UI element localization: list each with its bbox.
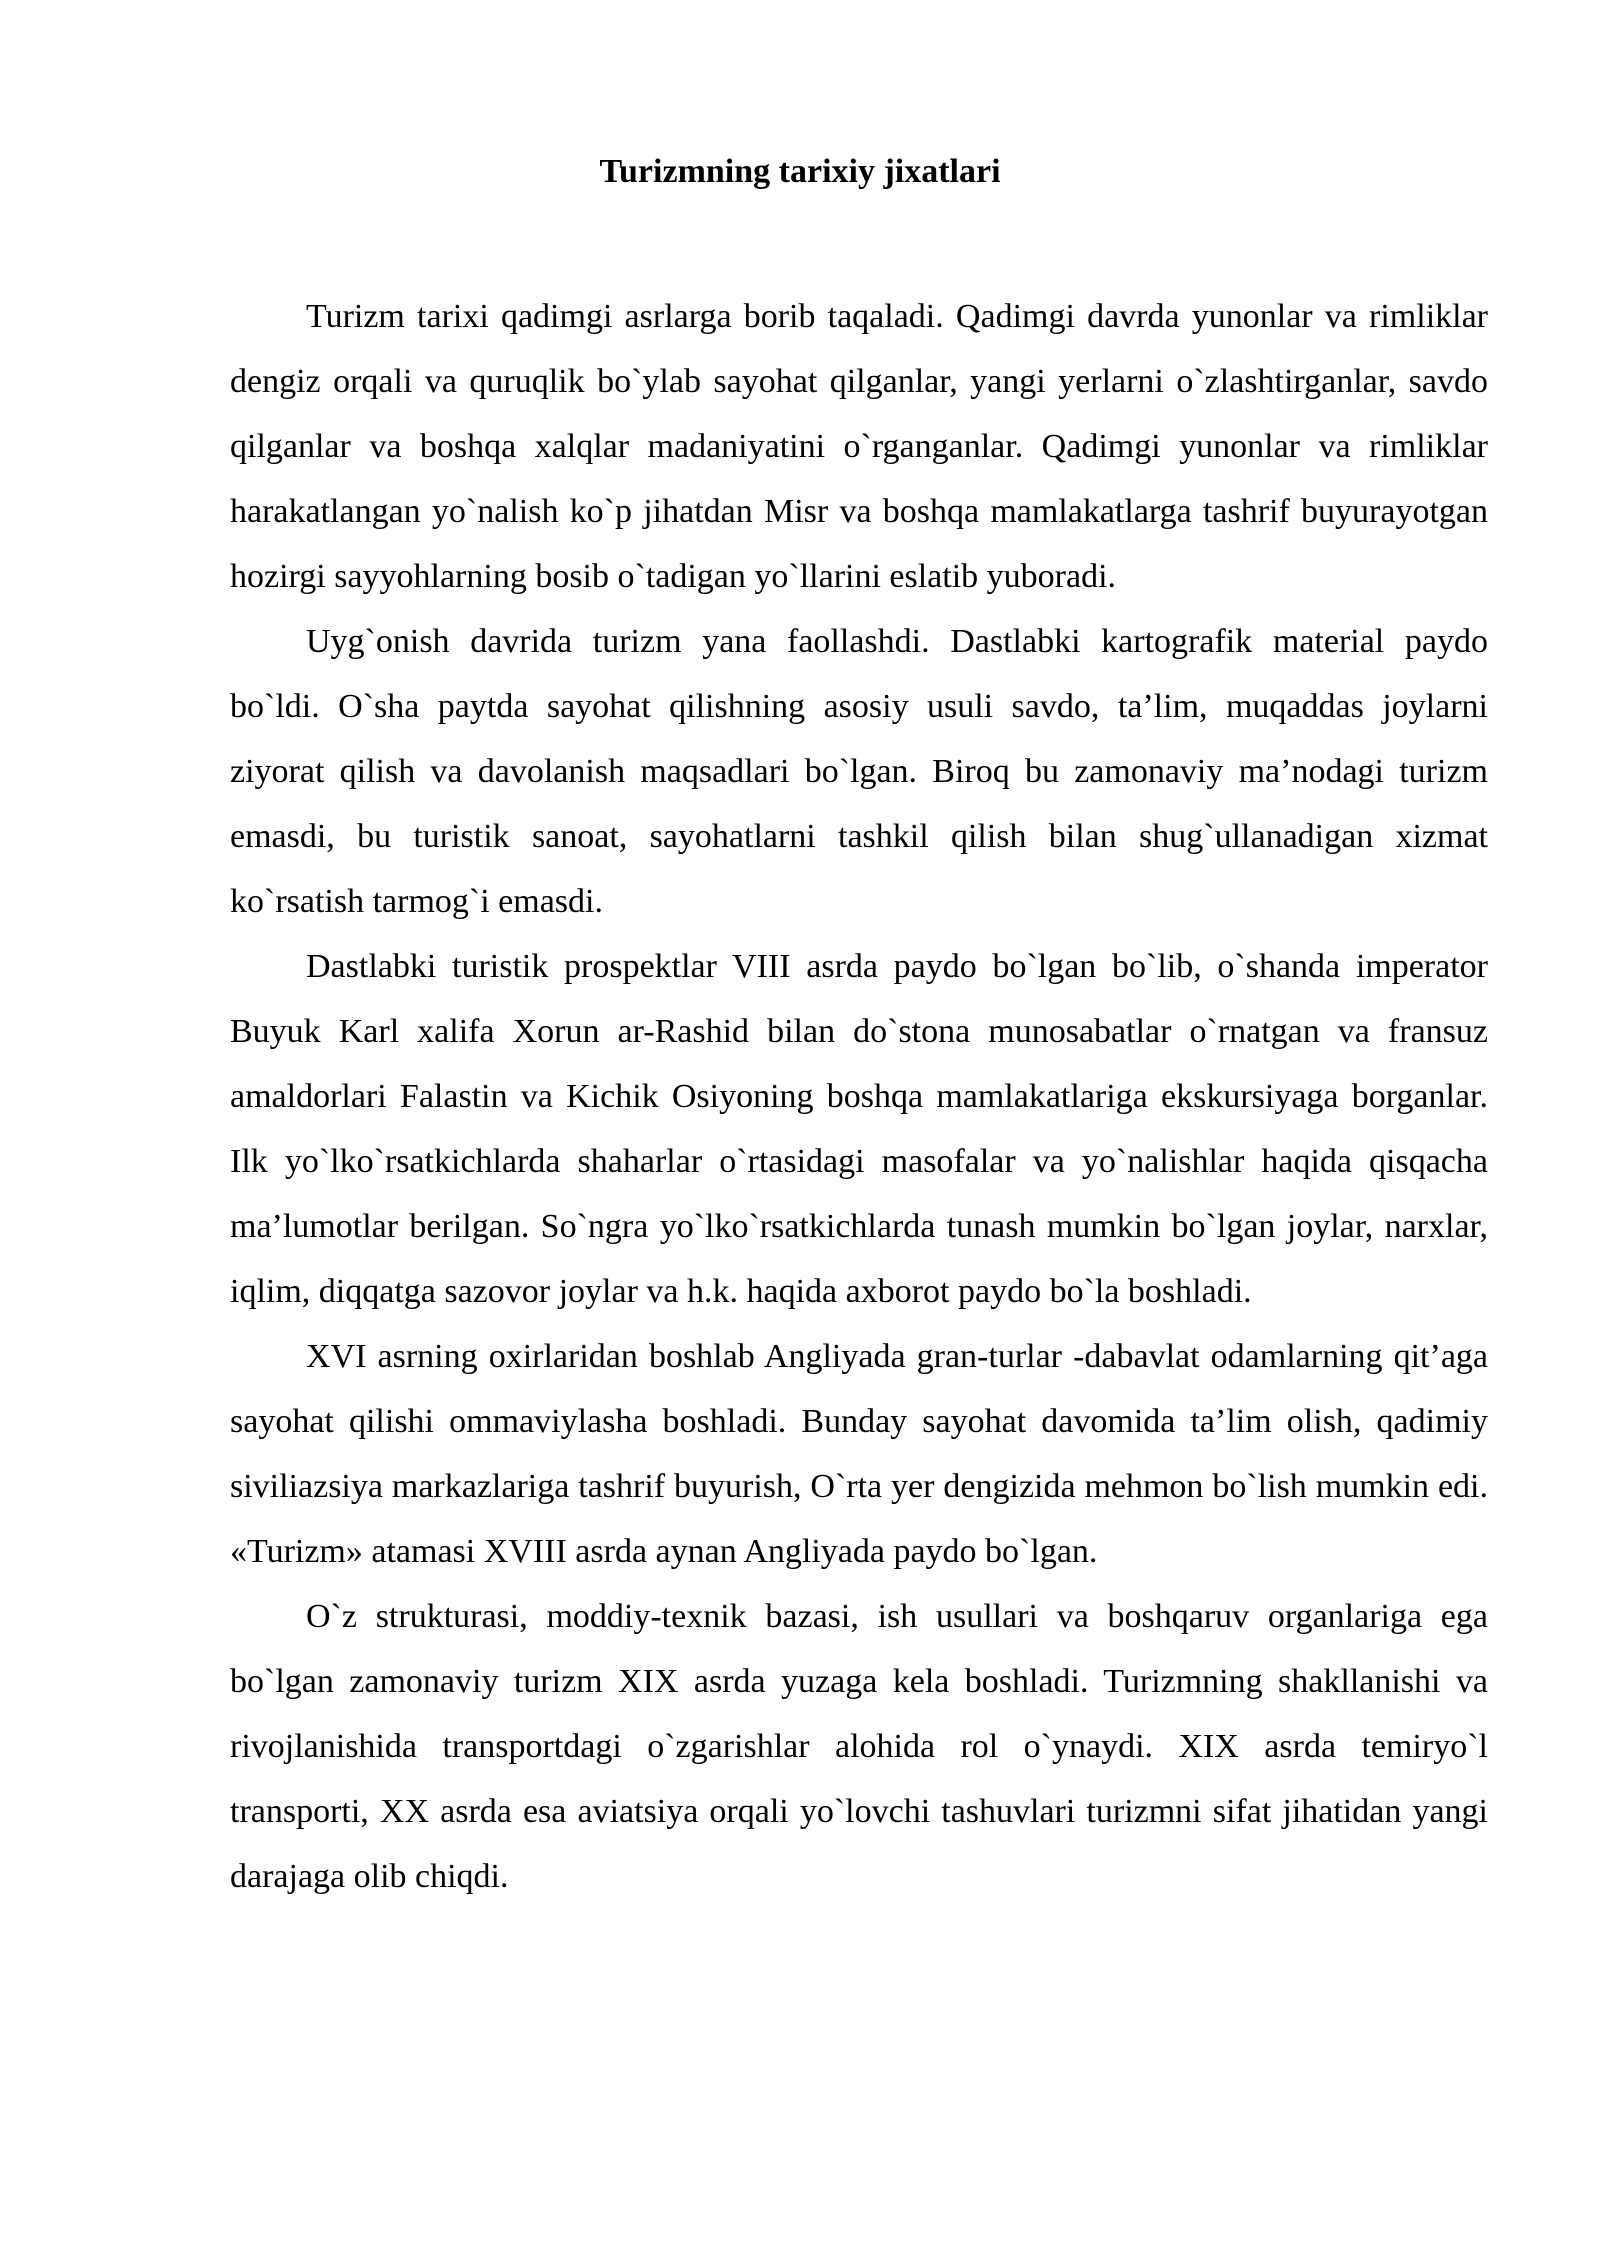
document-body xyxy=(230,284,1488,1909)
paragraph-1: Turizm tarixi qadimgi asrlarga borib taqaladi. Qadimgi davrda yunonlar va rimliklar dengiz orqali va quruqlik bo`ylab sayohat qilganlar, yangi yerlarni o`zlashtirganlar, savdo qilganlar va boshqa xalqlar madaniyatini o`rganganlar. Qadimgi yunonlar va rimliklar harakatlangan yo`nalish ko`p jihatdan Misr va boshqa mamlakatlarga tashrif buyurayotgan hozirgi sayyohlarning bosib o`tadigan yo`llarini eslatib yuboradi. xyxy=(230,298,1488,595)
paragraph-5: O`z strukturasi, moddiy-texnik bazasi, ish usullari va boshqaruv organlariga ega bo`lgan zamonaviy turizm XIX asrda yuzaga kela boshladi. Turizmning shakllanishi va rivojlanishida transportdagi o`zgarishlar alohida rol o`ynaydi. XIX asrda temiryo`l transporti, XX asrda esa aviatsiya orqali yo`lovchi tashuvlari turizmni sifat jihatidan yangi darajaga olib chiqdi. xyxy=(230,1598,1488,1895)
paragraph-3: Dastlabki turistik prospektlar VIII asrda paydo bo`lgan bo`lib, o`shanda imperator Buyuk Karl xalifa Xorun ar-Rashid bilan do`stona munosabatlar o`rnatgan va fransuz amaldorlari Falastin va Kichik Osiyoning boshqa mamlakatlariga ekskursiyaga borganlar. Ilk yo`lko`rsatkichlarda shaharlar o`rtasidagi masofalar va yo`nalishlar haqida qisqacha ma’lumotlar berilgan. So`ngra yo`lko`rsatkichlarda tunash mumkin bo`lgan joylar, narxlar, iqlim, diqqatga sazovor joylar va h.k. haqida axborot paydo bo`la boshladi. xyxy=(230,948,1488,1310)
paragraph-4: XVI asrning oxirlaridan boshlab Angliyada gran-turlar -dabavlat odamlarning qit’aga sayohat qilishi ommaviylasha boshladi. Bunday sayohat davomida ta’lim olish, qadimiy siviliazsiya markazlariga tashrif buyurish, O`rta yer dengizida mehmon bo`lish mumkin edi. «Turizm» atamasi XVIII asrda aynan Angliyada paydo bo`lgan. xyxy=(230,1338,1488,1570)
document-title: Turizmning tarixiy jixatlari xyxy=(599,153,1001,190)
paragraph-2: Uyg`onish davrida turizm yana faollashdi. Dastlabki kartografik material paydo bo`ldi. O`sha paytda sayohat qilishning asosiy usuli savdo, ta’lim, muqaddas joylarni ziyorat qilish va davolanish maqsadlari bo`lgan. Biroq bu zamonaviy ma’nodagi turizm emasdi, bu turistik sanoat, sayohatlarni tashkil qilish bilan shug`ullanadigan xizmat ko`rsatish tarmog`i emasdi. xyxy=(230,623,1488,920)
